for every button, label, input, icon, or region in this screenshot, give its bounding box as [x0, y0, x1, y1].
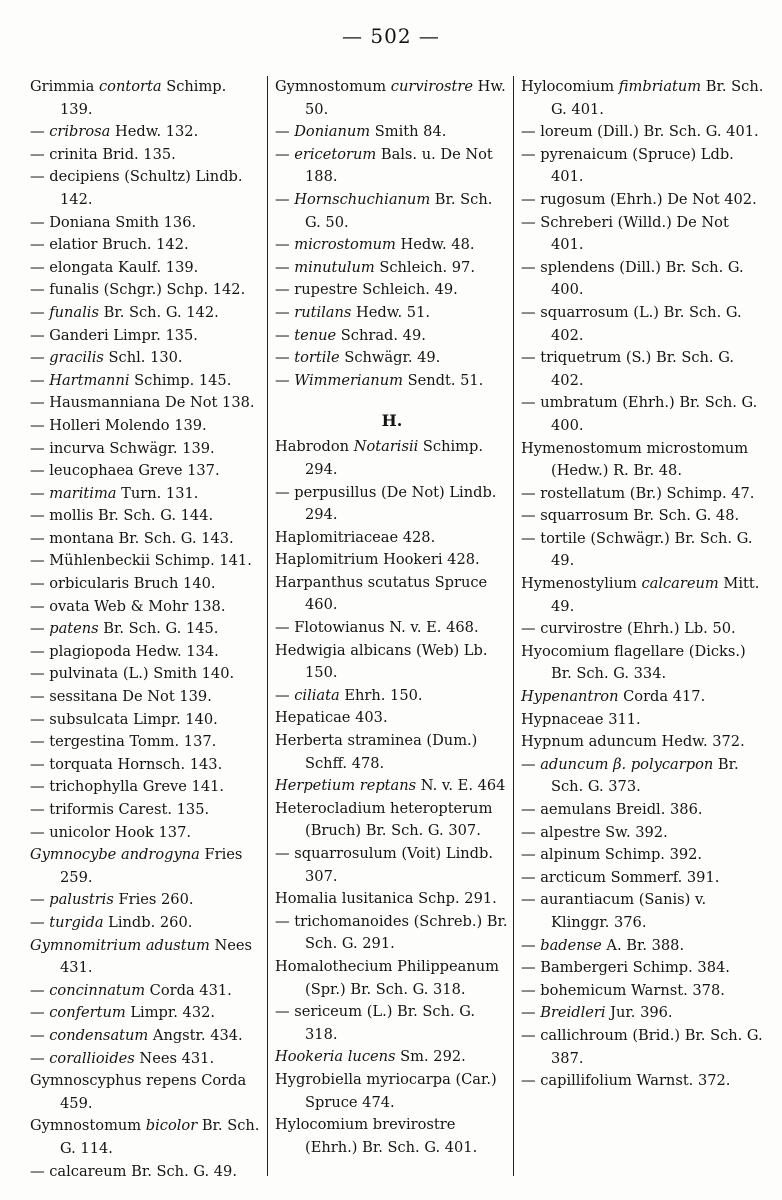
index-entry [275, 911, 509, 956]
index-entry [30, 844, 263, 889]
index-entry [275, 640, 509, 685]
index-entry [275, 888, 509, 911]
entry-text: Hedwigia albicans (Web) Lb. 150. [275, 641, 488, 682]
entry-text: Hepaticae 403. [275, 709, 388, 727]
entry-text: — perpusillus (De Not) Lindb. 294. [275, 483, 497, 524]
italic-name: Gymnomitrium adustum [30, 936, 210, 954]
index-entry [521, 889, 765, 934]
index-entry [275, 279, 509, 302]
entry-text: Br. Sch. G. 145. [98, 620, 219, 638]
entry-text: — squarrosum Br. Sch. G. 48. [521, 507, 740, 525]
entry-text: — [275, 349, 295, 367]
index-entry [521, 844, 765, 867]
entry-text: — [30, 891, 50, 909]
index-entry [521, 754, 765, 799]
entry-text: — torquata Hornsch. 143. [30, 755, 223, 773]
entry-text: — triquetrum (S.) Br. Sch. G. 402. [521, 349, 734, 389]
index-column-3 [514, 76, 765, 1176]
index-entry [521, 957, 765, 980]
italic-name: Hornschuchianum [294, 190, 431, 208]
italic-name: fimbriatum [618, 78, 702, 95]
index-entry [275, 843, 509, 888]
entry-text: — tergestina Tomm. 137. [30, 733, 217, 751]
entry-text: — elongata Kaulf. 139. [30, 258, 199, 276]
index-entry [521, 1002, 765, 1025]
index-column-1 [30, 76, 268, 1180]
index-columns [30, 76, 765, 1180]
index-entry [30, 663, 263, 686]
index-entry [275, 302, 509, 325]
entry-text: Hypnaceae 311. [521, 710, 641, 728]
index-entry [521, 121, 765, 144]
entry-text: Haplomitrium Hookeri 428. [275, 551, 480, 569]
entry-text: — funalis (Schgr.) Schp. 142. [30, 281, 246, 299]
entry-text: Sendt. 51. [402, 371, 484, 389]
entry-text: Schleich. 97. [374, 258, 475, 276]
index-entry [30, 754, 263, 777]
index-entry [30, 121, 263, 144]
entry-text: — [275, 123, 295, 141]
entry-text: — pyrenaicum (Spruce) Ldb. 401. [521, 145, 734, 186]
index-entry [521, 438, 765, 483]
italic-name: Wimmerianum [294, 371, 403, 389]
entry-text: Mitt. 49. [551, 575, 760, 615]
entry-text: — pulvinata (L.) Smith 140. [30, 665, 235, 683]
index-entry [30, 483, 263, 506]
index-entry [275, 121, 509, 144]
index-entry [275, 189, 509, 234]
entry-text: — Doniana Smith 136. [30, 213, 197, 231]
index-entry [275, 775, 509, 798]
entry-text: — [30, 349, 50, 367]
index-entry [30, 347, 263, 370]
index-entry [30, 550, 263, 573]
index-entry [521, 935, 765, 958]
entry-text: Turn. 131. [116, 484, 199, 502]
entry-text: — Schreberi (Willd.) De Not 401. [521, 213, 729, 254]
entry-text: Limpr. 432. [125, 1004, 216, 1022]
index-entry [30, 822, 263, 845]
index-entry [275, 685, 509, 708]
entry-text: — [30, 1026, 50, 1044]
entry-text: — umbratum (Ehrh.) Br. Sch. G. 400. [521, 394, 758, 434]
entry-text: Homalia lusitanica Schp. 291. [275, 890, 497, 908]
index-entry [275, 436, 509, 481]
index-entry [521, 709, 765, 732]
index-entry [521, 347, 765, 392]
entry-text: — subsulcata Limpr. 140. [30, 710, 218, 728]
italic-name: patens [49, 620, 99, 638]
entry-text: — Holleri Molendo 139. [30, 416, 207, 434]
italic-name: Hartmanni [49, 371, 130, 389]
section-letter: H. [381, 411, 403, 431]
entry-text: — [30, 484, 50, 502]
italic-name: aduncum β. polycarpon [540, 755, 714, 773]
entry-text: — splendens (Dill.) Br. Sch. G. 400. [521, 258, 744, 299]
entry-text: Harpanthus scutatus Spruce 460. [275, 573, 488, 614]
italic-name: corallioides [49, 1049, 135, 1067]
entry-text: Sm. 292. [395, 1048, 466, 1066]
index-entry [275, 482, 509, 527]
entry-text: Hylocomium brevirostre (Ehrh.) Br. Sch. G. 401. [275, 1116, 478, 1156]
index-entry [30, 1048, 263, 1071]
italic-name: condensatum [49, 1026, 149, 1044]
entry-text: Schl. 130. [103, 349, 183, 367]
entry-text: — aurantiacum (Sanis) v. Klinggr. 376. [521, 891, 707, 931]
index-entry [30, 370, 263, 393]
entry-text: Schimp. 139. [60, 78, 227, 118]
entry-text: — [521, 936, 541, 954]
entry-text: — triformis Carest. 135. [30, 801, 210, 818]
entry-text: — leucophaea Greve 137. [30, 462, 220, 480]
entry-text: — sericeum (L.) Br. Sch. G. 318. [275, 1003, 476, 1043]
entry-text: Hedw. 48. [395, 236, 475, 254]
entry-text: — alpinum Schimp. 392. [521, 846, 703, 864]
index-entry [521, 980, 765, 1003]
index-entry [275, 956, 509, 1001]
index-entry [30, 912, 263, 935]
entry-text: Heterocladium heteropterum (Bruch) Br. Sch. G. 307. [275, 799, 493, 840]
entry-text: Schimp. 294. [305, 438, 483, 478]
index-entry [521, 302, 765, 347]
index-entry [521, 867, 765, 890]
entry-text: — Flotowianus N. v. E. 468. [275, 619, 479, 637]
index-entry [521, 686, 765, 709]
index-column-2 [268, 76, 514, 1176]
index-entry [521, 573, 765, 618]
index-entry [30, 415, 263, 438]
entry-text: — [275, 686, 295, 704]
entry-text: — [30, 1049, 50, 1067]
italic-name: tortile [294, 349, 340, 367]
index-entry [30, 731, 263, 754]
entry-text: — [30, 123, 50, 141]
entry-text: — rostellatum (Br.) Schimp. 47. [521, 484, 755, 502]
index-entry [521, 528, 765, 573]
entry-text: Corda 431. [145, 981, 232, 999]
entry-text: Schwägr. 49. [339, 349, 441, 367]
entry-text: — ovata Web & Mohr 138. [30, 597, 226, 615]
entry-text: Habrodon [275, 438, 354, 456]
entry-text: Br. Sch. G. 401. [551, 78, 764, 118]
index-entry [30, 392, 263, 415]
entry-text: Hedw. 51. [351, 303, 430, 321]
entry-text: — squarrosum (L.) Br. Sch. G. 402. [521, 303, 742, 344]
entry-text: — mollis Br. Sch. G. 144. [30, 507, 214, 525]
index-entry [275, 347, 509, 370]
index-entry [521, 505, 765, 528]
entry-text: Gymnoscyphus repens Corda 459. [30, 1072, 247, 1112]
entry-text: Hylocomium [521, 78, 619, 95]
index-entry [30, 935, 263, 980]
entry-text: — [30, 303, 50, 321]
index-entry [521, 392, 765, 437]
entry-text: — arcticum Sommerf. 391. [521, 868, 720, 886]
entry-text: Hygrobiella myriocarpa (Car.) Spruce 474. [275, 1070, 497, 1111]
entry-text: Schimp. 145. [129, 371, 232, 389]
index-entry [521, 257, 765, 302]
index-entry [521, 483, 765, 506]
entry-text: — [30, 620, 50, 638]
italic-name: Notarisii [353, 438, 419, 456]
italic-name: confertum [49, 1004, 126, 1022]
index-entry [30, 212, 263, 235]
italic-name: microstomum [294, 236, 396, 254]
entry-text: — elatior Bruch. 142. [30, 236, 189, 254]
entry-text: — plagiopoda Hedw. 134. [30, 642, 219, 660]
italic-name: maritima [49, 484, 117, 502]
italic-name: gracilis [49, 349, 104, 367]
entry-text: — trichophylla Greve 141. [30, 778, 225, 796]
entry-text: — rupestre Schleich. 49. [275, 281, 458, 299]
index-entry [30, 144, 263, 167]
italic-name: Gymnocybe androgyna [30, 846, 200, 864]
entry-text: — Bambergeri Schimp. 384. [521, 959, 730, 977]
entry-text: Nees 431. [60, 936, 253, 977]
index-entry [275, 572, 509, 617]
index-entry [275, 257, 509, 280]
italic-name: cribrosa [49, 123, 111, 141]
italic-name: palustris [49, 891, 114, 909]
entry-text: — rugosum (Ehrh.) De Not 402. [521, 190, 757, 208]
index-entry [521, 144, 765, 189]
entry-text: — callichroum (Brid.) Br. Sch. G. 387. [521, 1026, 763, 1067]
index-entry [30, 325, 263, 348]
entry-text: Br. Sch. G. 50. [305, 190, 493, 231]
entry-text: — [521, 755, 541, 773]
entry-text: A. Br. 388. [601, 936, 685, 954]
entry-text: Schrad. 49. [336, 326, 426, 344]
italic-name: concinnatum [49, 981, 146, 999]
entry-text: — [30, 1004, 50, 1022]
index-entry [30, 257, 263, 280]
entry-text: — [30, 913, 50, 931]
index-entry [275, 144, 509, 189]
entry-text: — [275, 145, 295, 163]
entry-text: Herberta straminea (Dum.) Schff. 478. [275, 732, 478, 772]
entry-text: — sessitana De Not 139. [30, 688, 212, 706]
index-entry [30, 166, 263, 211]
index-entry [30, 889, 263, 912]
entry-text: — [275, 371, 295, 389]
index-entry [30, 1002, 263, 1025]
entry-text: Bals. u. De Not 188. [305, 145, 493, 186]
entry-text: Fries 260. [113, 891, 194, 909]
index-entry [275, 1114, 509, 1159]
italic-name: funalis [49, 303, 99, 321]
entry-text: Br. Sch. G. 373. [551, 755, 739, 796]
entry-text: Hedw. 132. [110, 123, 199, 141]
entry-text: — Hausmanniana De Not 138. [30, 394, 255, 412]
index-entry [30, 505, 263, 528]
entry-text: — aemulans Breidl. 386. [521, 801, 703, 818]
entry-text: — [275, 303, 295, 321]
italic-name: Donianum [294, 123, 371, 141]
entry-text: — bohemicum Warnst. 378. [521, 981, 725, 999]
entry-text: Angstr. 434. [148, 1026, 243, 1044]
entry-text: — [30, 371, 50, 389]
entry-text: — [521, 1004, 541, 1022]
entry-text: — [30, 981, 50, 999]
italic-name: ciliata [294, 686, 340, 704]
entry-text: Jur. 396. [605, 1004, 673, 1022]
italic-name: curvirostre [390, 78, 473, 95]
entry-text: — unicolor Hook 137. [30, 823, 192, 841]
italic-name: Hypenantron [521, 688, 619, 706]
entry-text: Ehrh. 150. [339, 686, 423, 704]
index-entry [521, 76, 765, 121]
index-entry [30, 709, 263, 732]
index-entry [521, 799, 765, 822]
entry-text: — orbicularis Bruch 140. [30, 575, 216, 593]
index-entry [30, 76, 263, 121]
index-entry [275, 617, 509, 640]
italic-name: badense [540, 936, 602, 954]
index-entry [275, 1046, 509, 1069]
index-entry [521, 618, 765, 641]
entry-text: — [275, 190, 295, 208]
entry-text: Lindb. 260. [103, 913, 193, 931]
index-entry [521, 822, 765, 845]
index-entry [275, 730, 509, 775]
italic-name: turgida [49, 913, 104, 931]
entry-text: — loreum (Dill.) Br. Sch. G. 401. [521, 123, 759, 141]
entry-text: Corda 417. [618, 688, 706, 706]
entry-text: — incurva Schwägr. 139. [30, 439, 215, 457]
index-entry [275, 370, 509, 393]
index-entry [30, 302, 263, 325]
index-entry [30, 573, 263, 596]
italic-name: Herpetium reptans [275, 777, 417, 795]
entry-text: Hymenostomum microstomum (Hedw.) R. Br. 48. [521, 439, 749, 480]
index-entry [275, 707, 509, 730]
entry-text: — crinita Brid. 135. [30, 145, 176, 163]
index-entry [30, 799, 263, 822]
index-entry [30, 528, 263, 551]
entry-text: Hypnum aduncum Hedw. 372. [521, 733, 745, 751]
entry-text: — Ganderi Limpr. 135. [30, 326, 198, 344]
italic-name: rutilans [294, 303, 352, 321]
index-entry [521, 731, 765, 754]
italic-name: ericetorum [294, 145, 377, 163]
index-entry [30, 279, 263, 302]
index-entry [275, 1069, 509, 1114]
entry-text: — tortile (Schwägr.) Br. Sch. G. 49. [521, 529, 753, 570]
entry-text: Br. Sch. G. 114. [60, 1117, 260, 1157]
index-entry [30, 438, 263, 461]
entry-text: Hyocomium flagellare (Dicks.) Br. Sch. G. 334. [521, 642, 746, 683]
index-entry [521, 212, 765, 257]
entry-text: — alpestre Sw. 392. [521, 823, 668, 841]
entry-text: Br. Sch. G. 142. [98, 303, 219, 321]
entry-text: — curvirostre (Ehrh.) Lb. 50. [521, 620, 736, 638]
index-entry [30, 596, 263, 619]
entry-text: — trichomanoides (Schreb.) Br. Sch. G. 291. [275, 912, 508, 953]
entry-text: Hymenostylium [521, 575, 642, 593]
italic-name: contorta [99, 78, 162, 95]
index-entry [30, 234, 263, 257]
page-number: — 502 — [342, 24, 440, 48]
italic-name: Breidleri [540, 1004, 606, 1022]
index-entry [275, 1001, 509, 1046]
entry-text: Homalothecium Philippeanum (Spr.) Br. Sch. G. 318. [275, 957, 500, 998]
entry-text: — montana Br. Sch. G. 143. [30, 529, 234, 547]
index-entry [30, 1161, 263, 1184]
index-entry [30, 1115, 263, 1160]
entry-text: Gymnostomum [30, 1117, 146, 1135]
entry-text: Nees 431. [134, 1049, 215, 1067]
index-entry [30, 1025, 263, 1048]
italic-name: bicolor [145, 1117, 198, 1135]
index-entry [275, 798, 509, 843]
index-entry [275, 527, 509, 550]
entry-text: — calcareum Br. Sch. G. 49. [30, 1162, 237, 1180]
index-entry [30, 686, 263, 709]
index-entry [521, 189, 765, 212]
italic-name: minutulum [294, 258, 375, 276]
entry-text: Hw. 50. [305, 78, 506, 118]
index-entry [30, 618, 263, 641]
entry-text: — capillifolium Warnst. 372. [521, 1072, 731, 1090]
index-entry [275, 549, 509, 572]
index-entry [30, 641, 263, 664]
italic-name: tenue [294, 326, 337, 344]
entry-text: Smith 84. [370, 123, 447, 141]
entry-text: Haplomitriaceae 428. [275, 528, 436, 546]
italic-name: Hookeria lucens [275, 1048, 396, 1066]
index-entry [521, 641, 765, 686]
index-entry [521, 1025, 765, 1070]
entry-text: Gymnostomum [275, 78, 391, 95]
index-entry [275, 76, 509, 121]
index-entry [521, 1070, 765, 1093]
italic-name: calcareum [641, 575, 719, 593]
entry-text: — squarrosulum (Voit) Lindb. 307. [275, 845, 493, 885]
index-entry [275, 325, 509, 348]
index-entry [30, 776, 263, 799]
index-entry [30, 460, 263, 483]
entry-text: — [275, 236, 295, 254]
entry-text: — decipiens (Schultz) Lindb. 142. [30, 168, 243, 208]
index-entry [275, 234, 509, 257]
entry-text: N. v. E. 464 [416, 777, 506, 795]
entry-text: Fries 259. [60, 846, 243, 886]
index-entry [30, 1070, 263, 1115]
index-entry [30, 980, 263, 1003]
entry-text: Grimmia [30, 78, 99, 95]
entry-text: — [275, 326, 295, 344]
entry-text: — [275, 258, 295, 276]
entry-text: — Mühlenbeckii Schimp. 141. [30, 552, 252, 570]
